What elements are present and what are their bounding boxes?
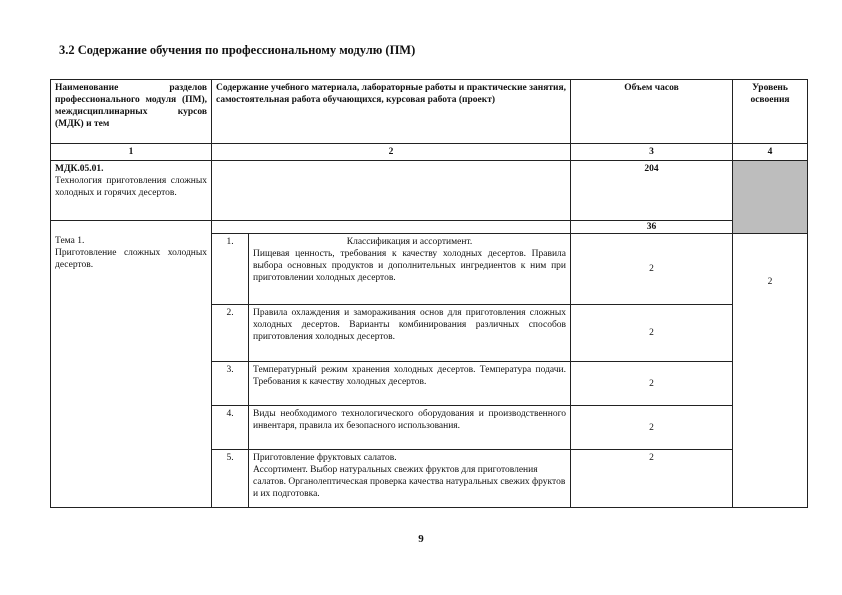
- topic-level: 2: [733, 234, 808, 508]
- item-content: [249, 450, 571, 508]
- curriculum-table: [50, 79, 808, 508]
- item-title: Приготовление фруктовых салатов.: [253, 453, 397, 463]
- section-heading: 3.2 Содержание обучения по профессиональному модулю (ПМ): [59, 43, 416, 57]
- column-number: 3: [571, 144, 733, 161]
- item-hours: 2: [571, 305, 733, 362]
- mdk-level-shaded: [733, 161, 808, 234]
- column-number: 4: [733, 144, 808, 161]
- page-number: 9: [418, 533, 424, 545]
- item-content: [249, 234, 571, 305]
- mdk-title: Технология приготовления сложных холодных и горячих десертов.: [55, 176, 207, 198]
- header-content: Содержание учебного материала, лабораторные работы и практические занятия, самостоятельная работа обучающихся, курсовая работа (проект): [212, 80, 571, 144]
- mdk-code: МДК.05.01.: [55, 164, 104, 174]
- column-number: 2: [212, 144, 571, 161]
- topic-name: Тема 1.: [55, 236, 85, 246]
- topic-content-empty: [212, 221, 571, 234]
- item-hours: 2: [571, 234, 733, 305]
- header-hours: Объем часов: [571, 80, 733, 144]
- item-number: 2.: [212, 305, 249, 362]
- item-number: 3.: [212, 362, 249, 406]
- column-number: 1: [51, 144, 212, 161]
- item-text: Пищевая ценность, требования к качеству холодных десертов. Правила выбора основных продуктов и дополнительных ингредиентов к ним при приготовлении холодных десертов.: [253, 249, 567, 283]
- topic-title: Приготовление сложных холодных десертов.: [55, 248, 207, 270]
- topic-cell: [51, 221, 212, 508]
- item-text: Правила охлаждения и замораживания основ для приготовления сложных холодных десертов. Варианты комбинирования различных способов приготовления холодных десертов.: [249, 305, 571, 362]
- item-title: Классификация и ассортимент.: [346, 237, 473, 247]
- item-text: Температурный режим хранения холодных десертов. Температура подачи. Требования к качеству холодных десертов.: [249, 362, 571, 406]
- item-hours: 2: [571, 362, 733, 406]
- item-text: Виды необходимого технологического оборудования и производственного инвентаря, правила их безопасного использования.: [249, 406, 571, 450]
- header-level: Уровень освоения: [733, 80, 808, 144]
- item-text: Ассортимент. Выбор натуральных свежих фруктов для приготовления салатов. Органолептическая проверка качества натуральных свежих фруктов и их подготовка.: [253, 465, 566, 499]
- item-hours: 2: [571, 450, 733, 508]
- header-sections: Наименование разделов профессионального модуля (ПМ), междисциплинарных курсов (МДК) и тем: [51, 80, 212, 144]
- item-number: 1.: [212, 234, 249, 305]
- topic-hours: 36: [571, 221, 733, 234]
- mdk-cell: [51, 161, 212, 221]
- item-number: 5.: [212, 450, 249, 508]
- mdk-hours: 204: [571, 161, 733, 221]
- item-number: 4.: [212, 406, 249, 450]
- mdk-content-empty: [212, 161, 571, 221]
- item-hours: 2: [571, 406, 733, 450]
